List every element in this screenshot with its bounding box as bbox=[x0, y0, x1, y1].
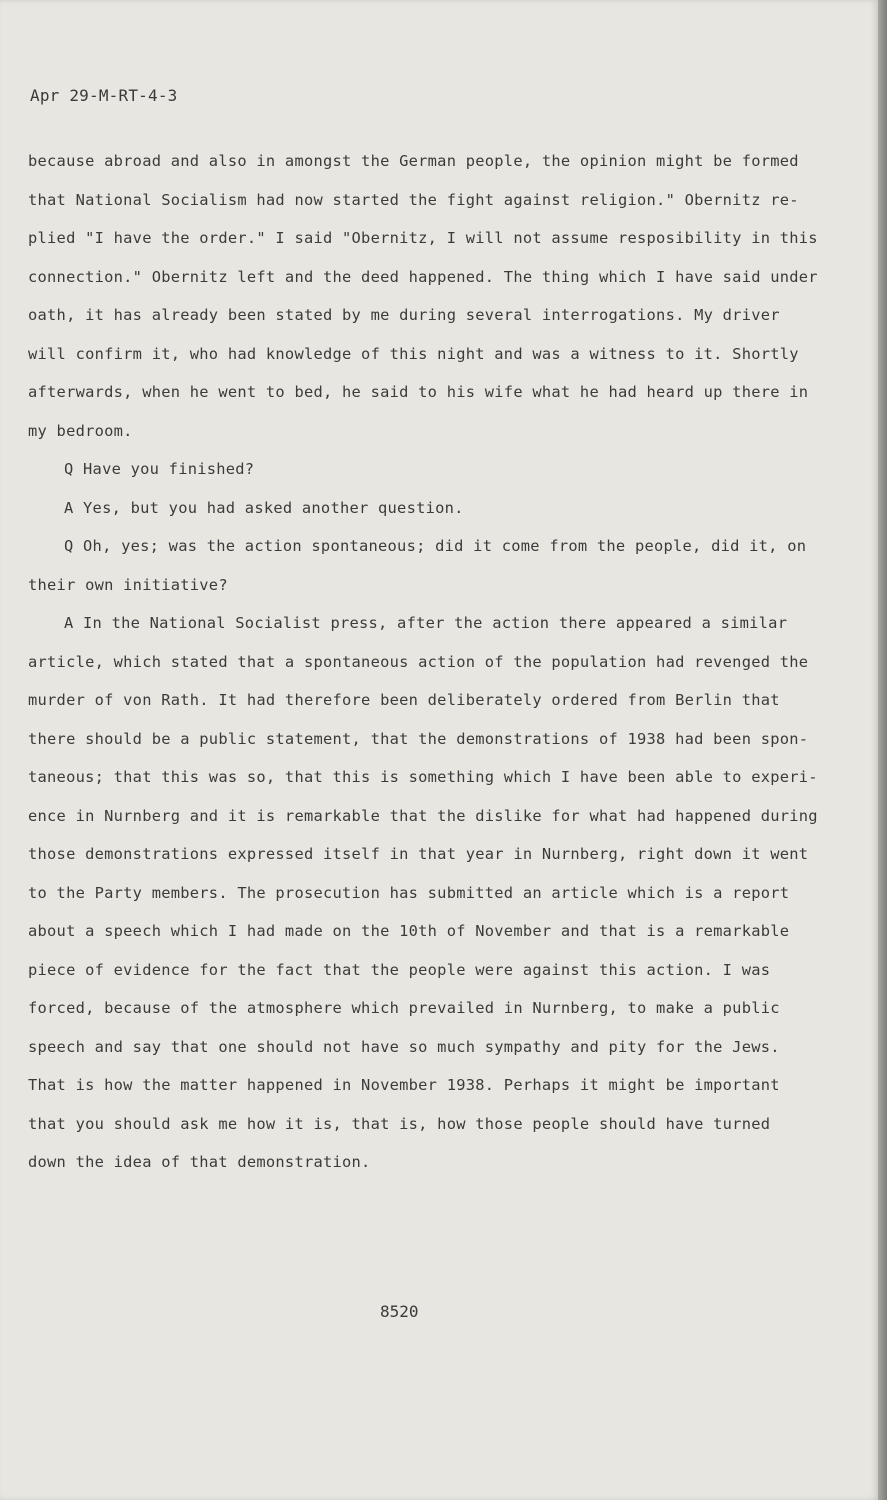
document-header: Apr 29-M-RT-4-3 bbox=[30, 86, 178, 105]
question-line: Q Have you finished? bbox=[64, 460, 255, 478]
text-line: piece of evidence for the fact that the people were against this action. I was bbox=[28, 960, 771, 979]
answer-line: A Yes, but you had asked another question. bbox=[64, 498, 464, 517]
text-line: article, which stated that a spontaneous action of the population had revenged the bbox=[28, 652, 809, 671]
question-line: Q Oh, yes; was the action spontaneous; did it come from the people, did it, on bbox=[64, 537, 807, 555]
text-line: to the Party members. The prosecution has submitted an article which is a report bbox=[28, 883, 790, 902]
text-line: afterwards, when he went to bed, he said to his wife what he had heard up there in bbox=[28, 383, 809, 401]
text-line: murder of von Rath. It had therefore been deliberately ordered from Berlin that bbox=[28, 691, 780, 709]
text-line: their own initiative? bbox=[28, 575, 228, 594]
text-line: there should be a public statement, that the demonstrations of 1938 had been spon- bbox=[28, 729, 809, 748]
text-line: will confirm it, who had knowledge of this night and was a witness to it. Shortly bbox=[28, 344, 799, 363]
text-line: my bedroom. bbox=[28, 421, 133, 440]
answer-line: A In the National Socialist press, after the action there appeared a similar bbox=[64, 614, 788, 632]
text-line: connection." Obernitz left and the deed happened. The thing which I have said under bbox=[28, 267, 818, 286]
text-line: oath, it has already been stated by me during several interrogations. My driver bbox=[28, 306, 780, 324]
text-line: down the idea of that demonstration. bbox=[28, 1153, 371, 1171]
text-line: ence in Nurnberg and it is remarkable that the dislike for what had happened during bbox=[28, 806, 818, 825]
text-line: that you should ask me how it is, that is, how those people should have turned bbox=[28, 1114, 771, 1133]
page-number: 8520 bbox=[380, 1302, 419, 1321]
text-line: about a speech which I had made on the 10th of November and that is a remarkable bbox=[28, 922, 790, 940]
text-line: taneous; that this was so, that this is something which I have been able to experi- bbox=[28, 768, 818, 786]
text-line: That is how the matter happened in November 1938. Perhaps it might be important bbox=[28, 1076, 780, 1094]
text-line: forced, because of the atmosphere which prevailed in Nurnberg, to make a public bbox=[28, 999, 780, 1017]
text-line: plied "I have the order." I said "Obernitz, I will not assume resposibility in this bbox=[28, 229, 818, 247]
transcript-body bbox=[28, 142, 838, 1182]
text-line: because abroad and also in amongst the German people, the opinion might be formed bbox=[28, 152, 799, 170]
text-line: those demonstrations expressed itself in that year in Nurnberg, right down it went bbox=[28, 845, 809, 863]
page-edge bbox=[878, 0, 887, 1500]
text-line: that National Socialism had now started the fight against religion." Obernitz re- bbox=[28, 190, 799, 209]
text-line: speech and say that one should not have so much sympathy and pity for the Jews. bbox=[28, 1037, 780, 1056]
